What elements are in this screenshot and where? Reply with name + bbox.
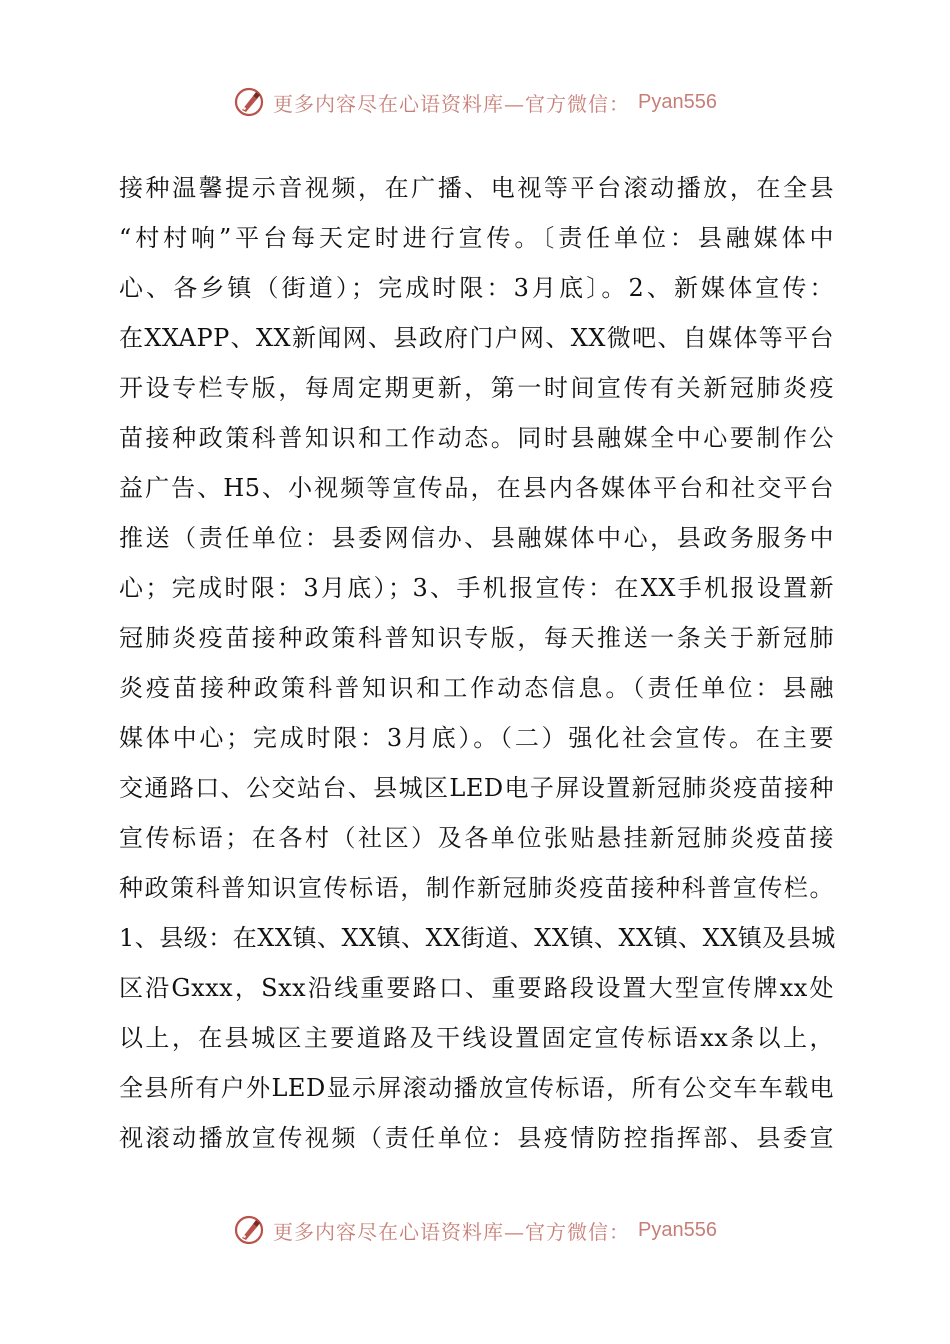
banner-text: 更多内容尽在心语资料库—官方微信：: [273, 91, 631, 116]
banner-text: 更多内容尽在心语资料库—官方微信：: [273, 1219, 631, 1244]
text-line: 推送（责任单位：县委网信办、县融媒体中心，县政务服务中: [119, 524, 834, 552]
text-line: 宣传标语；在各村（社区）及各单位张贴悬挂新冠肺炎疫苗接: [119, 824, 834, 852]
text-line: “村村响”平台每天定时进行宣传。〔责任单位：县融媒体中: [119, 224, 834, 252]
text-line: 心；完成时限：3月底）；3、手机报宣传：在XX手机报设置新: [119, 574, 834, 602]
text-line: 益广告、H5、小视频等宣传品，在县内各媒体平台和社交平台: [119, 474, 834, 502]
text-line: 以上，在县城区主要道路及干线设置固定宣传标语xx条以上，: [119, 1024, 834, 1052]
text-line: 开设专栏专版，每周定期更新，第一时间宣传有关新冠肺炎疫: [119, 374, 834, 402]
text-line: 区沿Gxxx，Sxx沿线重要路口、重要路段设置大型宣传牌xx处: [119, 974, 834, 1002]
text-line: 在XXAPP、XX新闻网、县政府门户网、XX微吧、自媒体等平台: [119, 324, 834, 352]
header-banner: [0, 82, 950, 122]
pen-nib-icon: [233, 86, 265, 118]
text-line: 1、县级：在XX镇、XX镇、XX街道、XX镇、XX镇、XX镇及县城: [119, 924, 836, 952]
document-body: [119, 163, 834, 1163]
text-line: 种政策科普知识宣传标语，制作新冠肺炎疫苗接种科普宣传栏。: [119, 874, 834, 902]
footer-banner: [0, 1210, 950, 1250]
text-line: 炎疫苗接种政策科普知识和工作动态信息。（责任单位：县融: [119, 674, 834, 702]
text-line: 交通路口、公交站台、县城区LED电子屏设置新冠肺炎疫苗接种: [119, 774, 834, 802]
text-line: 全县所有户外LED显示屏滚动播放宣传标语，所有公交车车载电: [119, 1074, 834, 1102]
text-line: 苗接种政策科普知识和工作动态。同时县融媒全中心要制作公: [119, 424, 834, 452]
text-line: 接种温馨提示音视频，在广播、电视等平台滚动播放，在全县: [119, 174, 834, 202]
text-line: 媒体中心；完成时限：3月底）。（二）强化社会宣传。在主要: [119, 724, 834, 752]
pen-nib-icon: [233, 1214, 265, 1246]
text-line: 心、各乡镇（街道）；完成时限：3月底〕。2、新媒体宣传：: [119, 274, 834, 302]
text-line: 视滚动播放宣传视频（责任单位：县疫情防控指挥部、县委宣: [119, 1124, 834, 1152]
wechat-id: Pyan556: [638, 1218, 717, 1241]
text-line: 冠肺炎疫苗接种政策科普知识专版，每天推送一条关于新冠肺: [119, 624, 834, 652]
wechat-id: Pyan556: [638, 90, 717, 113]
